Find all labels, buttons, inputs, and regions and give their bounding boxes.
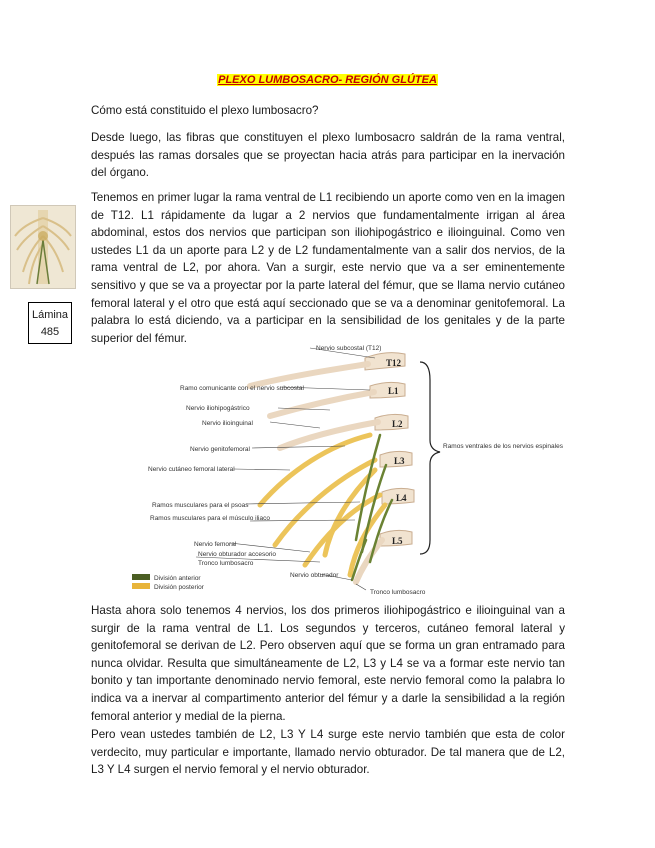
label-iliohypogastric: Nervio iliohipogástrico bbox=[186, 405, 250, 412]
label-ilioinguinal: Nervio ilioinguinal bbox=[202, 420, 253, 427]
paragraph-obturator: Pero vean ustedes también de L2, L3 Y L4 surge este nervio también que esta de color verdecito, muy particular e importante, llamado nervio obturador. De tal manera que de L2, L3 Y L4 surgen el nervio femoral y el nervio obturador. bbox=[91, 728, 565, 777]
page-title: PLEXO LUMBOSACRO- REGIÓN GLÚTEA bbox=[218, 74, 437, 86]
vertebra-l3: L3 bbox=[394, 456, 405, 466]
lamina-number: 485 bbox=[40, 326, 60, 338]
label-accessory-obturator: Nervio obturador accesorio bbox=[198, 551, 277, 558]
label-obturator: Nervio obturador bbox=[290, 572, 339, 579]
lamina-reference-box bbox=[28, 302, 72, 344]
legend-label-anterior: División anterior bbox=[154, 575, 201, 582]
vertebra-l4: L4 bbox=[396, 493, 407, 503]
label-lateral-femoral-cutaneous: Nervio cutáneo femoral lateral bbox=[148, 466, 235, 473]
label-psoas-branches: Ramos musculares para el psoas bbox=[152, 502, 249, 509]
label-femoral: Nervio femoral bbox=[194, 541, 237, 548]
vertebra-l5: L5 bbox=[392, 536, 403, 546]
paragraph-question: Cómo está constituido el plexo lumbosacro? bbox=[91, 104, 319, 117]
legend-swatch-anterior bbox=[132, 574, 150, 580]
vertebra-l1: L1 bbox=[388, 386, 399, 396]
legend-label-posterior: División posterior bbox=[154, 584, 204, 591]
plexus-diagram bbox=[130, 340, 563, 602]
label-subcostal: Nervio subcostal (T12) bbox=[316, 345, 382, 352]
plexus-figure bbox=[130, 340, 563, 602]
label-genitofemoral: Nervio genitofemoral bbox=[190, 446, 250, 453]
label-lumbosacral-trunk: Tronco lumbosacro bbox=[370, 589, 426, 596]
label-communicating-branch: Ramo comunicante con el nervio subcostal bbox=[180, 385, 304, 392]
vertebra-l2: L2 bbox=[392, 419, 403, 429]
paragraph-fibers: Desde luego, las fibras que constituyen el plexo lumbosacro saldrán de la rama ventral, después las ramas dorsales que se proyectan hacia atrás para participar en la inervación del órgano. bbox=[91, 131, 565, 180]
label-lumbosacral-trunk-left: Tronco lumbosacro bbox=[198, 560, 254, 567]
paragraph-l1-l2: Tenemos en primer lugar la rama ventral de L1 recibiendo un aporte como ven en la imagen de T12. L1 rápidamente da lugar a 2 nervios que fundamentalmente irrigan al área abdominal, estos dos nervios que participan son iliohipogástrico e ilioinguinal. Como ven ustedes L1 da un aporte para L2 y de L2 fundamentalmente van a salir dos nervios, de la rama ventral de L2, por ahora. Van a surgir, este nervio que va a ser eminentemente sensitivo y que se va a proyectar por la parte lateral del fémur, que se llama nervio cutáneo femoral lateral y el otro que está aquí seccionado que se va a denominar genitofemoral. La palabra lo está diciendo, va a participar en la sensibilidad de los genitales y de la parte superior del fémur. bbox=[91, 191, 565, 345]
lamina-thumbnail bbox=[10, 205, 76, 289]
legend-swatch-posterior bbox=[132, 583, 150, 589]
label-ventral-rami: Ramos ventrales de los nervios espinales bbox=[443, 443, 563, 450]
lamina-label: Lámina bbox=[31, 309, 69, 321]
vertebra-t12: T12 bbox=[386, 358, 402, 368]
paragraph-four-nerves: Hasta ahora solo tenemos 4 nervios, los dos primeros iliohipogástrico e ilioinguinal van a surgir de la rama ventral de L1. Los segundos y terceros, cutáneo femoral lateral y genitofemoral se derivan de L2. Pero observen aquí que se forma un gran entramado para nunca olvidar. Resulta que simultáneamente de L2, L3 y L4 se va a formar este nervio tan bonito y tan importante denominado nervio femoral, este nervio femoral como la palabra lo indica va a inervar al compartimento anterior del fémur y a darle la sensibilidad a la región femoral anterior y medial de la pierna. bbox=[91, 604, 565, 723]
label-iliac-branches: Ramos musculares para el músculo iliaco bbox=[150, 515, 270, 522]
